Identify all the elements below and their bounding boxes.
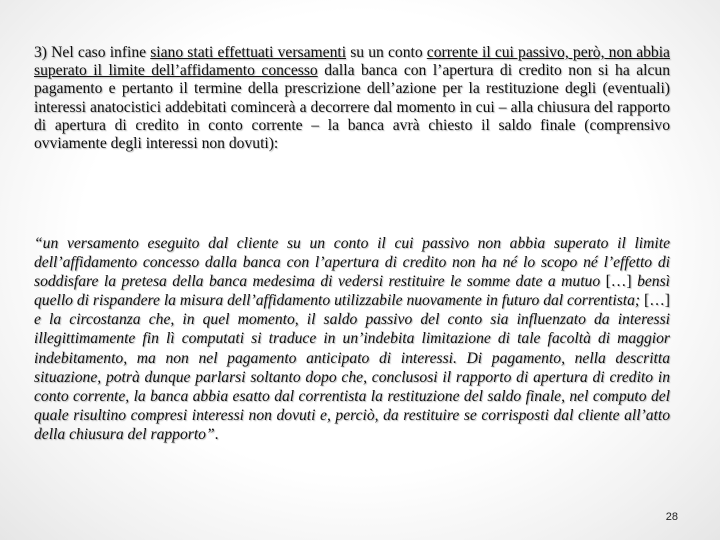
quote-end: . [214,425,219,443]
paragraph-intro: 3) Nel caso infine [34,44,151,61]
paragraph-mid: su un conto [346,44,427,61]
quote-part-2: bensì quello di rispandere la misura dell’affidamento utilizzabile nuovamente in futuro dal correntista; [34,273,670,310]
page-number: 28 [665,511,678,523]
paragraph-prescription [34,44,670,153]
underlined-credit-limit: corrente il cui passivo, però, non abbia superato il limite dell’affidamento concesso [34,44,670,80]
quote-ellipsis-2: […] [644,292,670,310]
court-quote [34,234,670,444]
quote-part-1: “un versamento eseguito dal cliente su un conto il cui passivo non abbia superato il limite dell’affidamento concesso dalla banca con l’apertura di credito non ha né lo scopo né l’effetto di soddisfare la pretesa della banca medesima di vedersi restituire le somme date a mutuo [34,235,670,291]
underlined-payments: siano stati effettuati versamenti [150,44,347,61]
quote-ellipsis-1: […] [605,273,632,291]
quote-part-3: e la circostanza che, in quel momento, il saldo passivo del conto sia influenzato da interessi illegittimamente fin lì computati si traduce in un’indebita limitazione di tale facoltà di maggior indebitamento, ma non nel pagamento anticipato di interessi. Di pagamento, nella descritta situazione, potrà dunque parlarsi soltanto dopo che, conclusosi il rapporto di apertura di credito in conto corrente, la banca abbia esatto dal correntista la restituzione del saldo finale, nel computo del quale risultino compresi interessi non dovuti e, perciò, da restituire se corrisposti dal cliente all’atto della chiusura del rapporto” [34,311,670,443]
paragraph-rest: dalla banca con l’apertura di credito non si ha alcun pagamento e pertanto il termine della prescrizione dell’azione per la restituzione degli (eventuali) interessi anatocistici addebitati comincerà a decorrere dal momento in cui – alla chiusura del rapporto di apertura di credito in conto corrente – la banca avrà chiesto il saldo finale (comprensivo ovviamente degli interessi non dovuti): [34,62,670,153]
